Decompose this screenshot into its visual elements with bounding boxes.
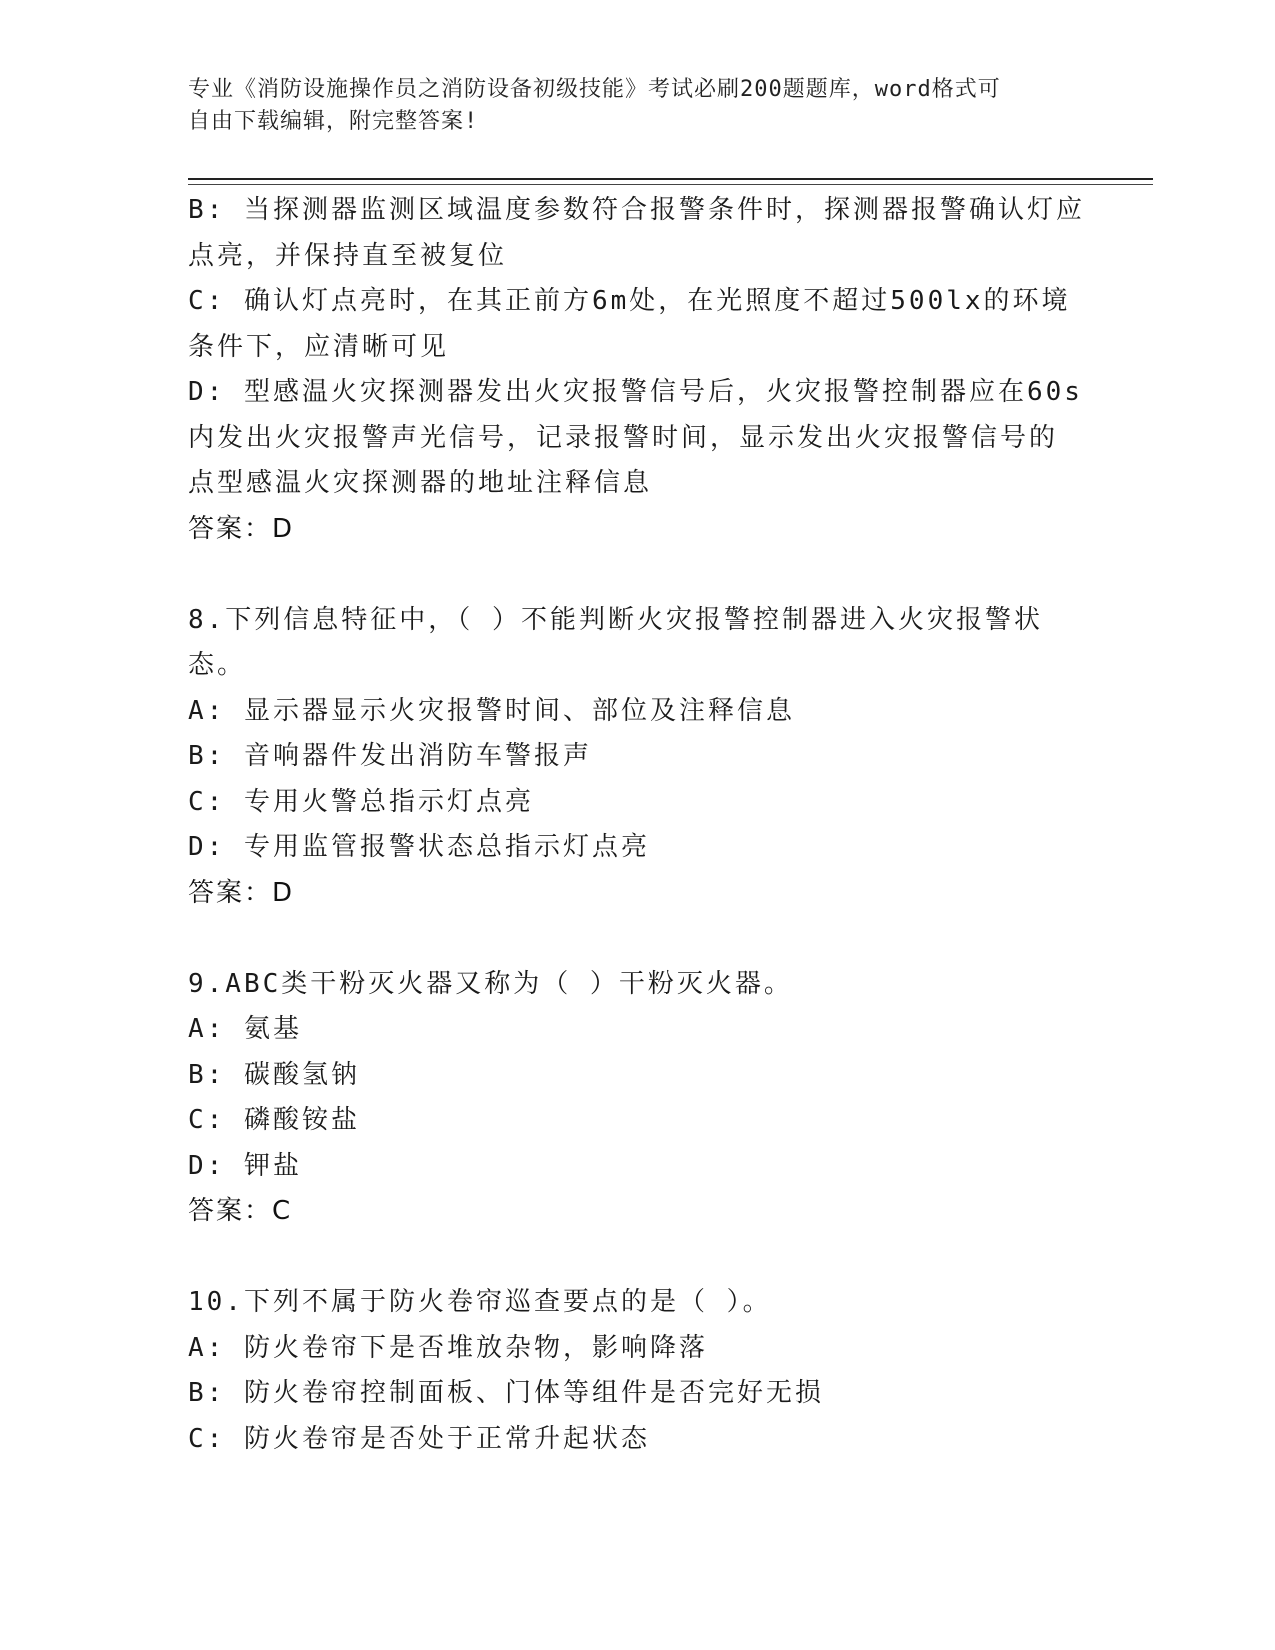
answer-label: 答案：D [188,513,295,544]
header-divider-thick [188,178,1153,180]
header-divider-thin [188,184,1153,185]
question-7-continued [188,188,1088,552]
option-d-line-2: 内发出火灾报警声光信号，记录报警时间，显示发出火灾报警信号的 [188,422,1059,453]
question-spacer [188,1235,1088,1281]
question-spacer [188,552,1088,598]
answer-label: 答案：D [188,877,295,908]
option-a: A: 显示器显示火灾报警时间、部位及注释信息 [188,695,795,726]
header-title-line-2: 自由下载编辑，附完整答案! [188,109,479,134]
option-b-line-1: B: 当探测器监测区域温度参数符合报警条件时，探测器报警确认灯应 [188,195,1085,225]
option-b: B: 防火卷帘控制面板、门体等组件是否完好无损 [188,1378,824,1408]
page-header [188,74,1068,138]
option-d-line-3: 点型感温火灾探测器的地址注释信息 [188,468,653,498]
question-stem: 10.下列不属于防火卷帘巡查要点的是（ ）。 [188,1287,772,1317]
option-d-line-1: D: 型感温火灾探测器发出火灾报警信号后，火灾报警控制器应在60s [188,377,1083,407]
option-c: C: 磷酸铵盐 [188,1105,360,1135]
question-9 [188,962,1088,1235]
answer-label: 答案：C [188,1196,293,1226]
question-stem-line-1: 8.下列信息特征中，（ ）不能判断火灾报警控制器进入火灾报警状 [188,604,1043,635]
option-a: A: 氨基 [188,1014,302,1044]
option-b-line-2: 点亮，并保持直至被复位 [188,240,508,271]
question-spacer [188,916,1088,962]
question-stem-line-2: 态。 [188,650,247,680]
option-a: A: 防火卷帘下是否堆放杂物，影响降落 [188,1332,708,1363]
option-d: D: 专用监管报警状态总指示灯点亮 [188,832,650,862]
option-c-line-2: 条件下，应清晰可见 [188,331,450,362]
header-title-line-1: 专业《消防设施操作员之消防设备初级技能》考试必刷200题题库，word格式可 [188,77,1001,102]
question-stem: 9.ABC类干粉灭火器又称为（ ）干粉灭火器。 [188,968,793,999]
question-list [188,188,1088,1462]
option-d: D: 钾盐 [188,1150,302,1181]
option-c-line-1: C: 确认灯点亮时，在其正前方6m处，在光照度不超过500lx的环境 [188,286,1071,316]
option-c: C: 专用火警总指示灯点亮 [188,786,534,817]
option-b: B: 碳酸氢钠 [188,1059,360,1090]
question-10 [188,1280,1088,1462]
question-8 [188,598,1088,917]
option-b: B: 音响器件发出消防车警报声 [188,741,592,771]
option-c: C: 防火卷帘是否处于正常升起状态 [188,1423,650,1454]
